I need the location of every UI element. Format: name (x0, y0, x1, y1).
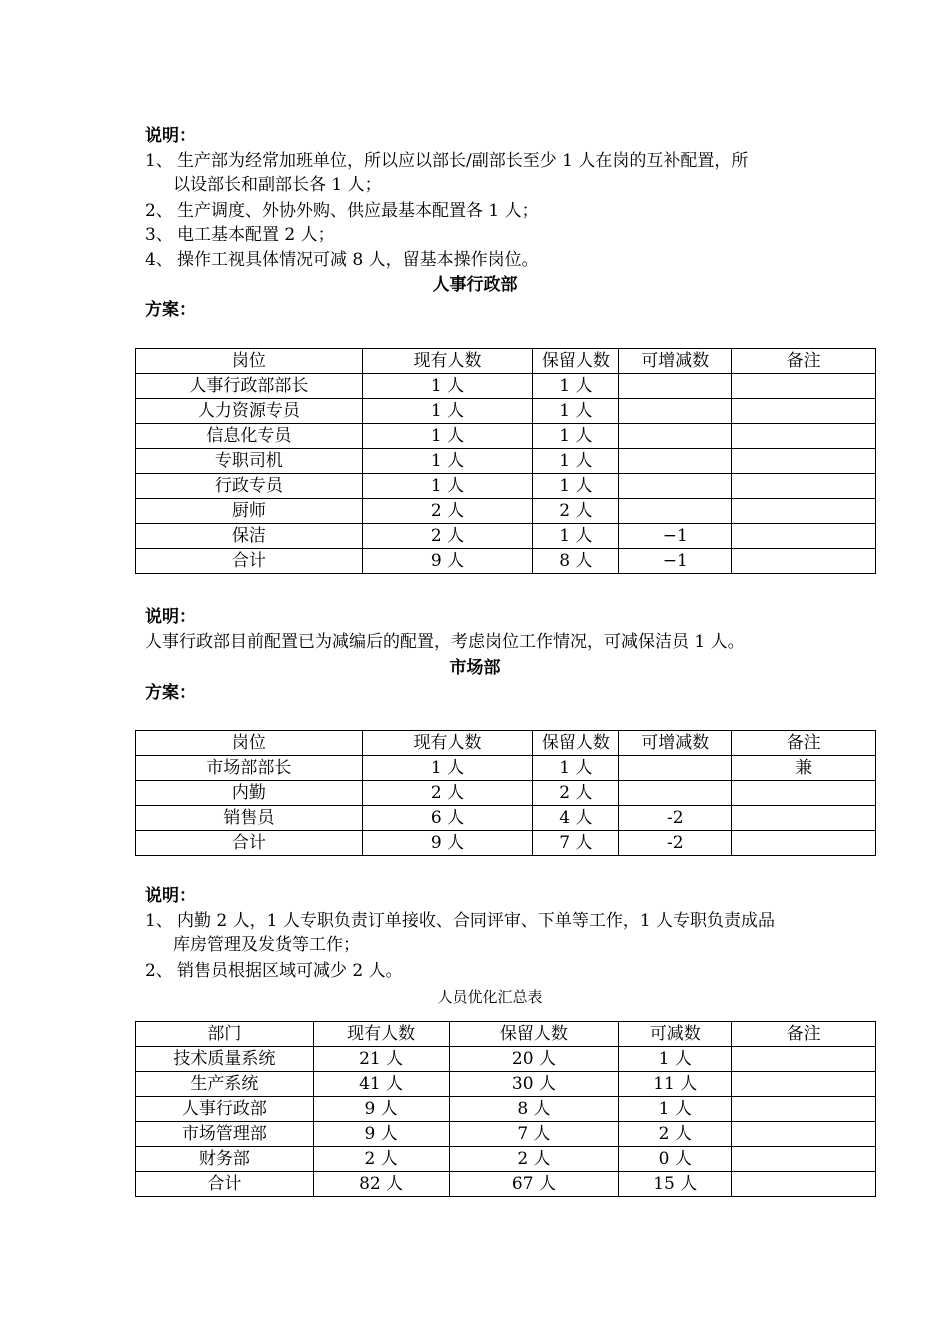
table-cell: 6 人 (362, 806, 533, 831)
table-cell: 1 人 (533, 524, 619, 549)
table-cell: 人力资源专员 (136, 399, 363, 424)
table-cell: 人事行政部部长 (136, 374, 363, 399)
table-cell: 1 人 (533, 474, 619, 499)
table-cell (619, 399, 732, 424)
list-number: 2、 (145, 201, 173, 221)
table-cell: 2 人 (449, 1147, 619, 1172)
table-cell: 1 人 (362, 399, 533, 424)
table-cell: −1 (619, 524, 732, 549)
market-plan-label: 方案： (145, 683, 196, 703)
table-cell: 2 人 (362, 781, 533, 806)
table-cell: 4 人 (533, 806, 619, 831)
table-cell: 11 人 (619, 1072, 732, 1097)
header-cell: 保留人数 (533, 731, 619, 756)
table-cell: 2 人 (313, 1147, 449, 1172)
header-cell: 现有人数 (362, 731, 533, 756)
table-cell: 1 人 (362, 756, 533, 781)
table-cell: 财务部 (136, 1147, 314, 1172)
hr-staff-table (135, 348, 876, 574)
table-cell: 信息化专员 (136, 424, 363, 449)
table-cell: 厨师 (136, 499, 363, 524)
hr-section-title: 人事行政部 (432, 275, 518, 295)
header-cell: 备注 (732, 731, 876, 756)
table-cell: 2 人 (619, 1122, 732, 1147)
table-cell: 1 人 (619, 1047, 732, 1072)
table-cell: 行政专员 (136, 474, 363, 499)
table-row (136, 424, 876, 449)
table-cell (732, 806, 876, 831)
table-cell (619, 499, 732, 524)
table-cell (619, 781, 732, 806)
table-cell: 人事行政部 (136, 1097, 314, 1122)
table-cell (732, 549, 876, 574)
table-cell: 专职司机 (136, 449, 363, 474)
prod-note-1 (145, 149, 825, 197)
table-cell: 20 人 (449, 1047, 619, 1072)
table-cell: 1 人 (533, 424, 619, 449)
list-text: 操作工视具体情况可减 8 人，留基本操作岗位。 (177, 250, 539, 270)
table-total-row (136, 549, 876, 574)
table-cell: 1 人 (533, 756, 619, 781)
table-cell: 1 人 (533, 399, 619, 424)
table-cell (619, 474, 732, 499)
table-cell: 7 人 (449, 1122, 619, 1147)
table-cell: 合计 (136, 831, 363, 856)
table-cell: 生产系统 (136, 1072, 314, 1097)
table-cell (732, 1147, 876, 1172)
table-cell: 21 人 (313, 1047, 449, 1072)
table-cell: 市场管理部 (136, 1122, 314, 1147)
table-cell: 15 人 (619, 1172, 732, 1197)
table-cell (732, 399, 876, 424)
header-cell: 保留人数 (449, 1022, 619, 1047)
summary-table (135, 1021, 876, 1197)
table-cell: 30 人 (449, 1072, 619, 1097)
table-row (136, 806, 876, 831)
table-cell (732, 524, 876, 549)
table-row (136, 1072, 876, 1097)
table-cell: 9 人 (313, 1097, 449, 1122)
table-cell: 7 人 (533, 831, 619, 856)
table-cell: 合计 (136, 1172, 314, 1197)
table-cell: 8 人 (533, 549, 619, 574)
prod-note-2 (145, 199, 825, 223)
table-cell (732, 449, 876, 474)
table-cell: 9 人 (313, 1122, 449, 1147)
table-cell (732, 1172, 876, 1197)
header-cell: 现有人数 (362, 349, 533, 374)
table-total-row (136, 831, 876, 856)
table-cell (732, 1047, 876, 1072)
list-text: 内勤 2 人，1 人专职负责订单接收、合同评审、下单等工作，1 人专职负责成品 (177, 911, 776, 931)
table-row (136, 1097, 876, 1122)
table-cell (732, 1097, 876, 1122)
table-row (136, 449, 876, 474)
table-cell (732, 474, 876, 499)
table-row (136, 374, 876, 399)
header-cell: 岗位 (136, 349, 363, 374)
table-cell (732, 499, 876, 524)
table-cell: -2 (619, 806, 732, 831)
table-cell: 1 人 (362, 424, 533, 449)
table-cell: 合计 (136, 549, 363, 574)
header-cell: 可增减数 (619, 349, 732, 374)
header-cell: 可增减数 (619, 731, 732, 756)
table-header-row (136, 731, 876, 756)
hr-plan-label: 方案： (145, 300, 196, 320)
table-cell (732, 424, 876, 449)
table-cell: 技术质量系统 (136, 1047, 314, 1072)
table-row (136, 524, 876, 549)
table-row (136, 1047, 876, 1072)
table-cell: 1 人 (533, 374, 619, 399)
table-cell: 1 人 (362, 374, 533, 399)
table-cell (732, 374, 876, 399)
prod-notes-label: 说明： (145, 126, 196, 146)
list-number: 1、 (145, 911, 173, 931)
market-staff-table (135, 730, 876, 856)
table-cell: 2 人 (533, 499, 619, 524)
table-cell: 9 人 (362, 831, 533, 856)
table-cell (732, 781, 876, 806)
table-cell: 市场部部长 (136, 756, 363, 781)
list-text-continued: 库房管理及发货等工作； (173, 935, 360, 955)
summary-table-title: 人员优化汇总表 (437, 988, 543, 1006)
table-row (136, 1147, 876, 1172)
table-row (136, 499, 876, 524)
market-notes-label: 说明： (145, 886, 196, 906)
table-cell: 兼 (732, 756, 876, 781)
table-row (136, 1122, 876, 1147)
list-text-continued: 以设部长和副部长各 1 人； (173, 175, 382, 195)
table-cell: 保洁 (136, 524, 363, 549)
header-cell: 备注 (732, 1022, 876, 1047)
list-text: 生产部为经常加班单位，所以应以部长/副部长至少 1 人在岗的互补配置，所 (177, 151, 749, 171)
hr-note-text: 人事行政部目前配置已为减编后的配置，考虑岗位工作情况，可减保洁员 1 人。 (145, 632, 745, 652)
table-cell: 内勤 (136, 781, 363, 806)
table-row (136, 756, 876, 781)
list-number: 2、 (145, 961, 173, 981)
table-cell: 2 人 (362, 499, 533, 524)
table-cell: 销售员 (136, 806, 363, 831)
list-text: 电工基本配置 2 人； (177, 225, 335, 245)
list-text: 生产调度、外协外购、供应最基本配置各 1 人； (177, 201, 539, 221)
table-row (136, 399, 876, 424)
table-cell: 41 人 (313, 1072, 449, 1097)
table-row (136, 781, 876, 806)
table-cell: 1 人 (619, 1097, 732, 1122)
table-cell: 82 人 (313, 1172, 449, 1197)
table-cell: 67 人 (449, 1172, 619, 1197)
market-note-2 (145, 959, 825, 983)
header-cell: 备注 (732, 349, 876, 374)
header-cell: 岗位 (136, 731, 363, 756)
table-cell: -2 (619, 831, 732, 856)
header-cell: 可减数 (619, 1022, 732, 1047)
table-cell: 0 人 (619, 1147, 732, 1172)
table-cell: −1 (619, 549, 732, 574)
market-section-title: 市场部 (449, 658, 501, 678)
market-note-1 (145, 909, 825, 957)
table-cell (732, 831, 876, 856)
prod-note-3 (145, 223, 825, 247)
list-number: 3、 (145, 225, 173, 245)
table-cell: 8 人 (449, 1097, 619, 1122)
table-cell (619, 424, 732, 449)
table-cell (619, 756, 732, 781)
table-cell: 9 人 (362, 549, 533, 574)
table-cell (619, 449, 732, 474)
table-cell: 1 人 (362, 474, 533, 499)
table-total-row (136, 1172, 876, 1197)
header-cell: 现有人数 (313, 1022, 449, 1047)
table-row (136, 474, 876, 499)
hr-notes-label: 说明： (145, 607, 196, 627)
table-cell: 2 人 (533, 781, 619, 806)
header-cell: 部门 (136, 1022, 314, 1047)
list-number: 1、 (145, 151, 173, 171)
header-cell: 保留人数 (533, 349, 619, 374)
table-cell: 1 人 (362, 449, 533, 474)
table-cell (732, 1072, 876, 1097)
list-text: 销售员根据区域可减少 2 人。 (177, 961, 403, 981)
table-header-row (136, 1022, 876, 1047)
table-header-row (136, 349, 876, 374)
table-cell (732, 1122, 876, 1147)
list-number: 4、 (145, 250, 173, 270)
table-cell: 2 人 (362, 524, 533, 549)
table-cell (619, 374, 732, 399)
prod-note-4 (145, 248, 825, 272)
table-cell: 1 人 (533, 449, 619, 474)
